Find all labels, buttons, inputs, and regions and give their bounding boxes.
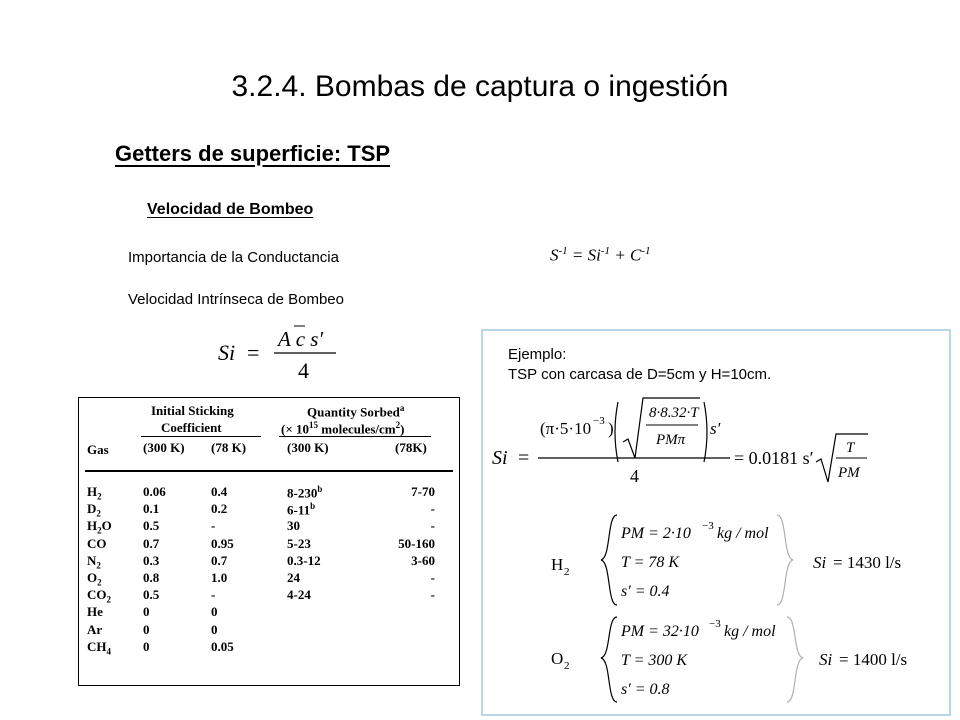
sorbed-78k-cell: - xyxy=(430,518,435,534)
svg-text:PM: PM xyxy=(838,465,860,481)
conductance-label: Importancia de la Conductancia xyxy=(128,249,339,266)
sticking-78k-cell: - xyxy=(211,587,216,603)
svg-text:−3: −3 xyxy=(593,415,605,427)
col-header-units: (× $10^{15}$ molecules/$cm^2$) xyxy=(281,420,405,437)
svg-text:T: T xyxy=(846,440,855,456)
sticking-300k-cell: 0 xyxy=(143,604,150,620)
svg-text:−3: −3 xyxy=(702,520,714,532)
gas-cell: $O_2$ xyxy=(87,570,102,588)
gas-cell: $H_2O$ xyxy=(87,518,112,536)
example-o2-formula xyxy=(545,612,945,712)
sticking-300k-cell: 0.8 xyxy=(143,570,160,585)
intrinsic-formula xyxy=(210,320,350,385)
conductance-formula: $S^{-1} = Si^{-1} + C^{-1}$ xyxy=(550,245,651,265)
example-text xyxy=(508,345,771,385)
sticking-300k-cell: 0.5 xyxy=(143,587,160,603)
sorbed-300k-cell: 6-11$^b$ xyxy=(287,501,316,518)
sorbed-78k-cell: - xyxy=(430,501,435,517)
svg-text:A c s′: A c s′ xyxy=(278,327,324,351)
example-description: TSP con carcasa de D=5cm y H=10cm. xyxy=(508,366,772,383)
svg-text:4: 4 xyxy=(298,358,309,383)
svg-text:Si: Si xyxy=(819,650,833,669)
gas-sticking-table xyxy=(78,397,460,686)
svg-text:s′ = 0.4: s′ = 0.4 xyxy=(621,583,670,600)
svg-text:T = 78 K: T = 78 K xyxy=(621,554,680,571)
svg-text:PM = 32·10: PM = 32·10 xyxy=(621,623,699,640)
sorbed-78k-cell: 50-160 xyxy=(398,535,435,551)
sticking-300k-cell: 0.5 xyxy=(143,518,160,534)
col-header-300k-sorbed: (300 K) xyxy=(287,440,329,455)
sticking-78k-cell: 0.95 xyxy=(211,535,234,551)
sorbed-300k-cell: 4-24 xyxy=(287,587,311,603)
svg-text:): ) xyxy=(608,419,614,438)
header-rule-1 xyxy=(141,436,261,437)
sorbed-78k-cell: 7-70 xyxy=(411,484,435,499)
example-main-formula xyxy=(486,392,876,492)
sticking-300k-cell: 0 xyxy=(143,638,150,654)
sticking-78k-cell: 0.05 xyxy=(211,638,234,654)
sticking-300k-cell: 0.3 xyxy=(143,552,160,568)
col-header-78k-sorbed: (78K) xyxy=(395,440,427,455)
gas-cell: $D_2$ xyxy=(87,501,101,519)
svg-text:(π·5·10: (π·5·10 xyxy=(540,419,592,438)
col-header-300k: (300 K) xyxy=(143,440,185,455)
svg-text:2: 2 xyxy=(564,566,570,578)
svg-text:O: O xyxy=(551,649,564,668)
svg-text:s′: s′ xyxy=(710,419,721,438)
sticking-300k-cell: 0.1 xyxy=(143,501,160,517)
header-rule-2 xyxy=(279,436,431,437)
svg-text:s′ = 0.8: s′ = 0.8 xyxy=(621,681,670,698)
gas-cell: CO xyxy=(87,535,107,551)
col-header-gas: Gas xyxy=(87,442,109,457)
sorbed-300k-cell: 24 xyxy=(287,570,300,585)
sticking-78k-cell: 1.0 xyxy=(211,570,228,585)
sticking-78k-cell: 0 xyxy=(211,621,218,637)
sticking-300k-cell: 0.06 xyxy=(143,484,166,499)
sticking-78k-cell: 0 xyxy=(211,604,218,620)
col-header-coefficient: Coefficient xyxy=(161,420,222,435)
sorbed-78k-cell: 3-60 xyxy=(411,552,435,568)
svg-text:4: 4 xyxy=(630,466,639,486)
svg-text:Si: Si xyxy=(813,553,827,572)
sorbed-300k-cell: 5-23 xyxy=(287,535,311,551)
svg-text:T = 300 K: T = 300 K xyxy=(621,652,688,669)
example-heading: Ejemplo: xyxy=(508,346,567,363)
svg-text:kg / mol: kg / mol xyxy=(724,623,776,640)
svg-text:H: H xyxy=(551,555,564,574)
section-heading: Velocidad de Bombeo xyxy=(147,201,314,218)
sorbed-78k-cell: - xyxy=(430,570,435,585)
sorbed-300k-cell: 0.3-12 xyxy=(287,552,321,568)
example-h2-formula xyxy=(545,510,925,610)
sticking-78k-cell: 0.7 xyxy=(211,552,228,568)
gas-cell: $N_2$ xyxy=(87,552,101,571)
sticking-78k-cell: - xyxy=(211,518,216,534)
svg-text:PM = 2·10: PM = 2·10 xyxy=(621,525,691,542)
svg-text:8·8.32·T: 8·8.32·T xyxy=(649,405,699,421)
svg-text:= 1430 l/s: = 1430 l/s xyxy=(833,553,902,572)
svg-text:2: 2 xyxy=(564,660,570,672)
svg-text:=: = xyxy=(247,340,260,365)
col-header-sticking: Initial Sticking xyxy=(151,403,234,418)
gas-cell: He xyxy=(87,604,103,620)
intrinsic-label: Velocidad Intrínseca de Bombeo xyxy=(128,291,344,308)
col-header-78k: (78 K) xyxy=(211,440,247,455)
svg-text:= 0.0181 s′: = 0.0181 s′ xyxy=(734,448,814,468)
sticking-300k-cell: 0 xyxy=(143,621,150,637)
slide-subtitle: Getters de superficie: TSP xyxy=(115,141,391,166)
svg-text:=: = xyxy=(518,447,530,469)
svg-text:PMπ: PMπ xyxy=(656,432,686,448)
svg-text:Si: Si xyxy=(218,340,236,365)
sticking-78k-cell: 0.2 xyxy=(211,501,228,517)
header-rule-3 xyxy=(85,470,453,472)
sorbed-78k-cell: - xyxy=(430,587,435,603)
sorbed-300k-cell: 30 xyxy=(287,518,300,534)
col-header-sorbed: Quantity Sorbed$^a$ xyxy=(307,403,405,420)
gas-cell: $CO_2$ xyxy=(87,587,111,605)
svg-text:kg / mol: kg / mol xyxy=(717,525,769,542)
gas-cell: Ar xyxy=(87,621,103,637)
svg-text:= 1400 l/s: = 1400 l/s xyxy=(839,650,908,669)
gas-cell: $H_2$ xyxy=(87,484,102,502)
sticking-78k-cell: 0.4 xyxy=(211,484,228,499)
sorbed-300k-cell: 8-230$^b$ xyxy=(287,484,323,501)
svg-text:−3: −3 xyxy=(709,618,721,630)
gas-cell: $CH_4$ xyxy=(87,638,111,657)
slide-title: 3.2.4. Bombas de captura o ingestión xyxy=(231,70,729,103)
svg-text:Si: Si xyxy=(492,447,508,469)
sticking-300k-cell: 0.7 xyxy=(143,535,160,551)
